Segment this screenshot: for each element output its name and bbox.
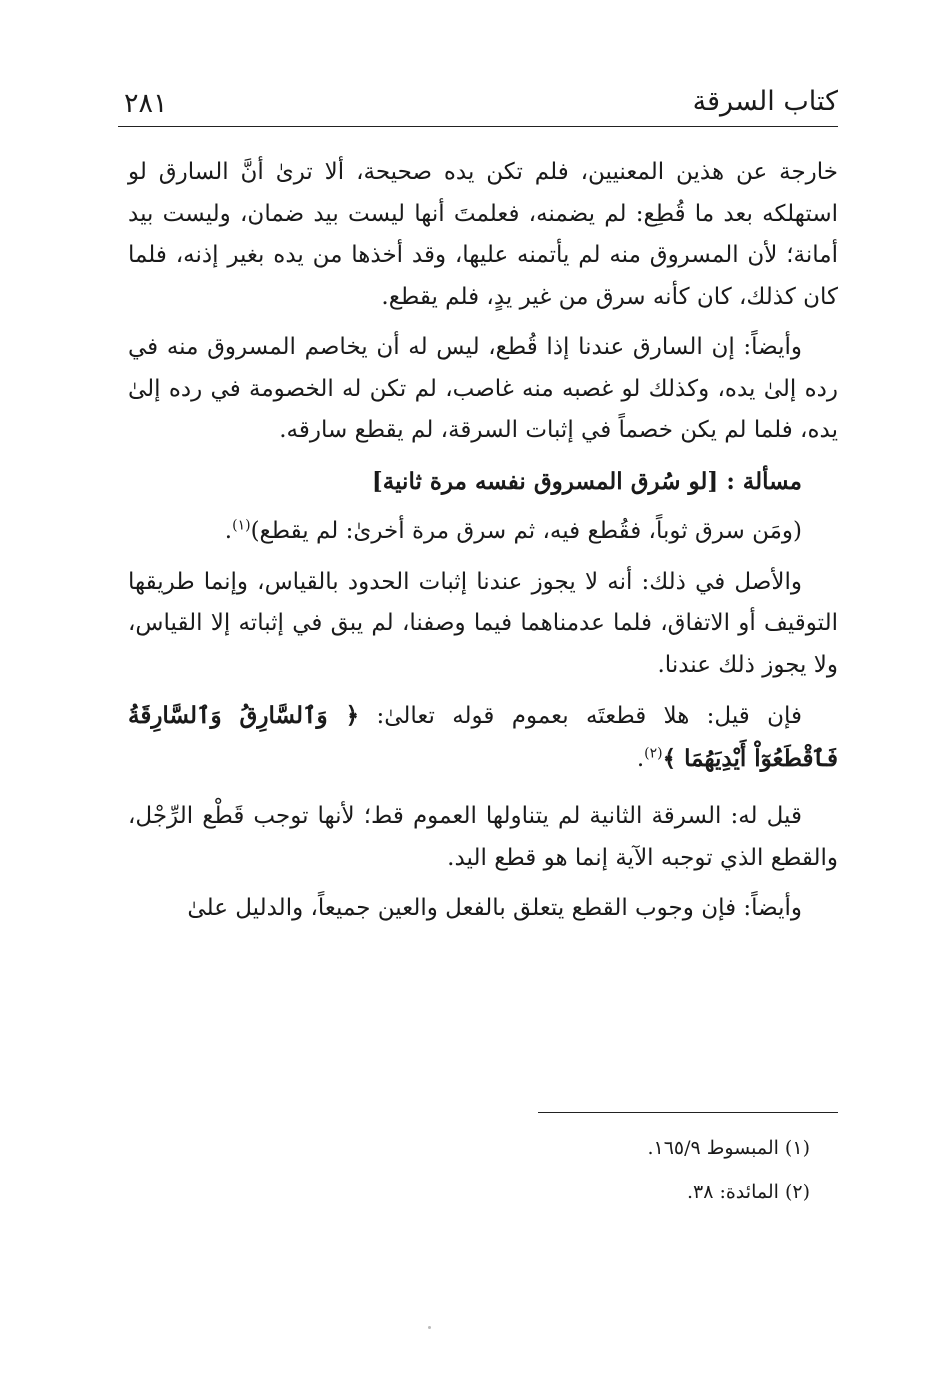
- paragraph-2: وأيضاً: إن السارق عندنا إذا قُطع، ليس له أن يخاصم المسروق منه في رده إلىٰ يده، وكذلك لو غصبه منه غاصب، لم تكن له الخصومة في رده إلىٰ يده، فلما لم يكن خصماً في إثبات السرقة، لم يقطع سارقه.: [128, 334, 838, 443]
- footnote-ref-1: (١): [232, 517, 251, 534]
- objection-text: فإن قيل: هلا قطعتَه بعموم قوله تعالىٰ:: [359, 703, 802, 729]
- paragraph-7: وأيضاً: فإن وجوب القطع يتعلق بالفعل والعين جميعاً، والدليل علىٰ: [187, 895, 802, 921]
- quran-verse: ﴿ وَٱلسَّارِقُ وَٱلسَّارِقَةُ فَٱقْطَعُوٓاْ أَيْدِيَهُمَا ﴾: [128, 702, 838, 772]
- chapter-title: كتاب السرقة: [692, 86, 838, 117]
- paragraph-4: والأصل في ذلك: أنه لا يجوز عندنا إثبات الحدود بالقياس، وإنما طريقها التوقيف أو الاتفاق، فلما عدمناهما فيما وصفنا، لم يبق في إثباته إلا القياس، ولا يجوز ذلك عندنا.: [128, 568, 838, 678]
- footnotes: [400, 1126, 810, 1214]
- issue-heading: [128, 461, 838, 503]
- paragraph-1: خارجة عن هذين المعنيين، فلم تكن يده صحيحة، ألا ترىٰ أنَّ السارق لو استهلكه بعد ما قُطِع: لم يضمنه، فعلمتَ أنها ليست بيد ضمان، وليست بيد أمانة؛ لأن المسروق منه لم يأتمنه عليها، وقد أخذها من يده بغير إذنه، فلما كان كذلك، كان كأنه سرق من غير يدٍ، فلم يقطع.: [128, 159, 838, 310]
- paragraph-6: قيل له: السرقة الثانية لم يتناولها العموم قط؛ لأنها توجب قَطْع الرِّجْل، والقطع الذي توجبه الآية إنما هو قطع اليد.: [128, 803, 838, 871]
- issue-title: [لو سُرق المسروق نفسه مرة ثانية]: [371, 467, 719, 495]
- footnote-ref-2: (٢): [644, 744, 663, 761]
- page-number: ٢٨١: [124, 88, 168, 119]
- footnote-divider: [538, 1112, 838, 1113]
- footnote-2: (٢) المائدة: ٣٨.: [686, 1181, 810, 1203]
- header-divider: [118, 126, 838, 127]
- issue-label: مسألة :: [726, 467, 802, 495]
- main-text: [128, 152, 838, 939]
- paragraph-3: (ومَن سرق ثوباً، فقُطع فيه، ثم سرق مرة أخرىٰ: لم يقطع)$^{(١)}$.: [224, 517, 802, 544]
- page-header: [118, 78, 838, 126]
- footnote-1: (١) المبسوط ١٦٥/٩.: [647, 1137, 810, 1159]
- paragraph-5: فإن قيل: هلا قطعتَه بعموم قوله تعالىٰ: ﴿ وَٱلسَّارِقُ وَٱلسَّارِقَةُ فَٱقْطَعُوٓاْ أَيْدِيَهُمَا ﴾$^{(٢)}$.: [128, 702, 838, 772]
- scan-speck: [428, 1326, 431, 1329]
- quoted-text: (ومَن سرق ثوباً، فقُطع فيه، ثم سرق مرة أخرىٰ: لم يقطع): [250, 518, 802, 544]
